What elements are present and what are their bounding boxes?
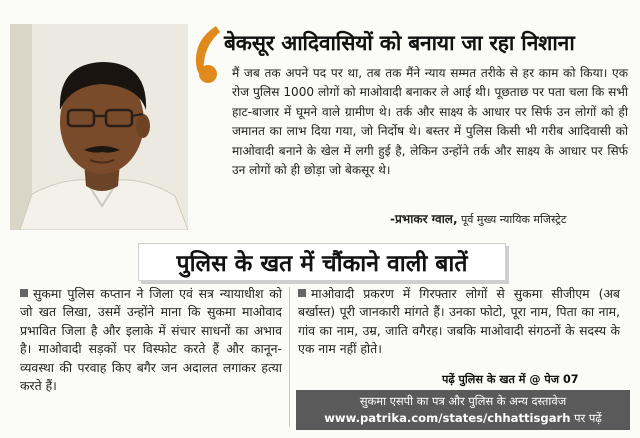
footer-url-link[interactable]: www.patrika.com/states/chhattisgarh: [324, 411, 571, 425]
opening-quote-icon: [186, 22, 226, 92]
right-column-text: माओवादी प्रकरण में गिरफ्तार लोगों से सुकमा सीजीएम (अब बर्खास्त) पूरी जानकारी मांगते हैं। उनका फोटो, पूरा नाम, पिता का नाम, गांव का नाम, उम्र, जाति वगैरह। जबकि माओवादी संगठनों के सदस्य के एक नाम नहीं होते।: [298, 286, 620, 357]
footer-line2: [296, 410, 630, 427]
footer-line1: सुकमा एसपी का पत्र और पुलिस के अन्य दस्तावेज: [359, 394, 567, 408]
right-column: [298, 285, 620, 359]
column-divider: [289, 287, 290, 427]
portrait-photo: [10, 24, 188, 230]
footer-strip: [296, 390, 630, 430]
article-headline: बेकसूर आदिवासियों को बनाया जा रहा निशाना: [224, 31, 575, 55]
quote-body: मैं जब तक अपने पद पर था, तब तक मैंने न्याय सम्मत तरीके से हर काम को किया। एक रोज पुलिस 1000 लोगों को माओवादी बनाकर ले आई थी। पूछताछ पर पता चला कि सभी हाट-बाजार में घूमने वाले ग्रामीण थे। तर्क और साक्ष्य के आधार पर सिर्फ उन लोगों को ही जमानत का लाभ दिया गया, जो निर्दोष थे। बस्तर में पुलिस किसी भी गरीब आदिवासी को माओवादी बनाने के खेल में लगी हुई है, लेकिन उन्होंने तर्क और साक्ष्य के आधार पर सिर्फ उन लोगों को ही छोड़ा जो बेकसूर थे।: [232, 66, 628, 178]
attribution-name: -प्रभाकर ग्वाल,: [390, 212, 458, 226]
section-banner: [138, 243, 506, 281]
left-column: [20, 285, 282, 395]
square-bullet-icon: [20, 289, 28, 297]
footer-line2-suffix: पर पढ़ें: [570, 411, 602, 425]
attribution: [390, 210, 632, 227]
attribution-title: पूर्व मुख्य न्यायिक मजिस्ट्रेट: [457, 213, 567, 226]
see-more-link[interactable]: पढ़ें पुलिस के खत में @ पेज 07: [442, 373, 579, 386]
left-column-text: सुकमा पुलिस कप्तान ने जिला एवं सत्र न्यायाधीश को जो खत लिखा, उसमें उन्होंने माना कि सुकमा माओवाद प्रभावित जिला है और इलाके में संचार साधनों का अभाव है। माओवादी सड़कों पर विस्फोट करते हैं और कानून-व्यवस्था की परवाह किए बगैर जन अदालत लगाकर हत्या करते हैं।: [20, 286, 282, 394]
banner-title: पुलिस के खत में चौंकाने वाली बातें: [176, 251, 468, 277]
square-bullet-icon: [298, 289, 306, 297]
